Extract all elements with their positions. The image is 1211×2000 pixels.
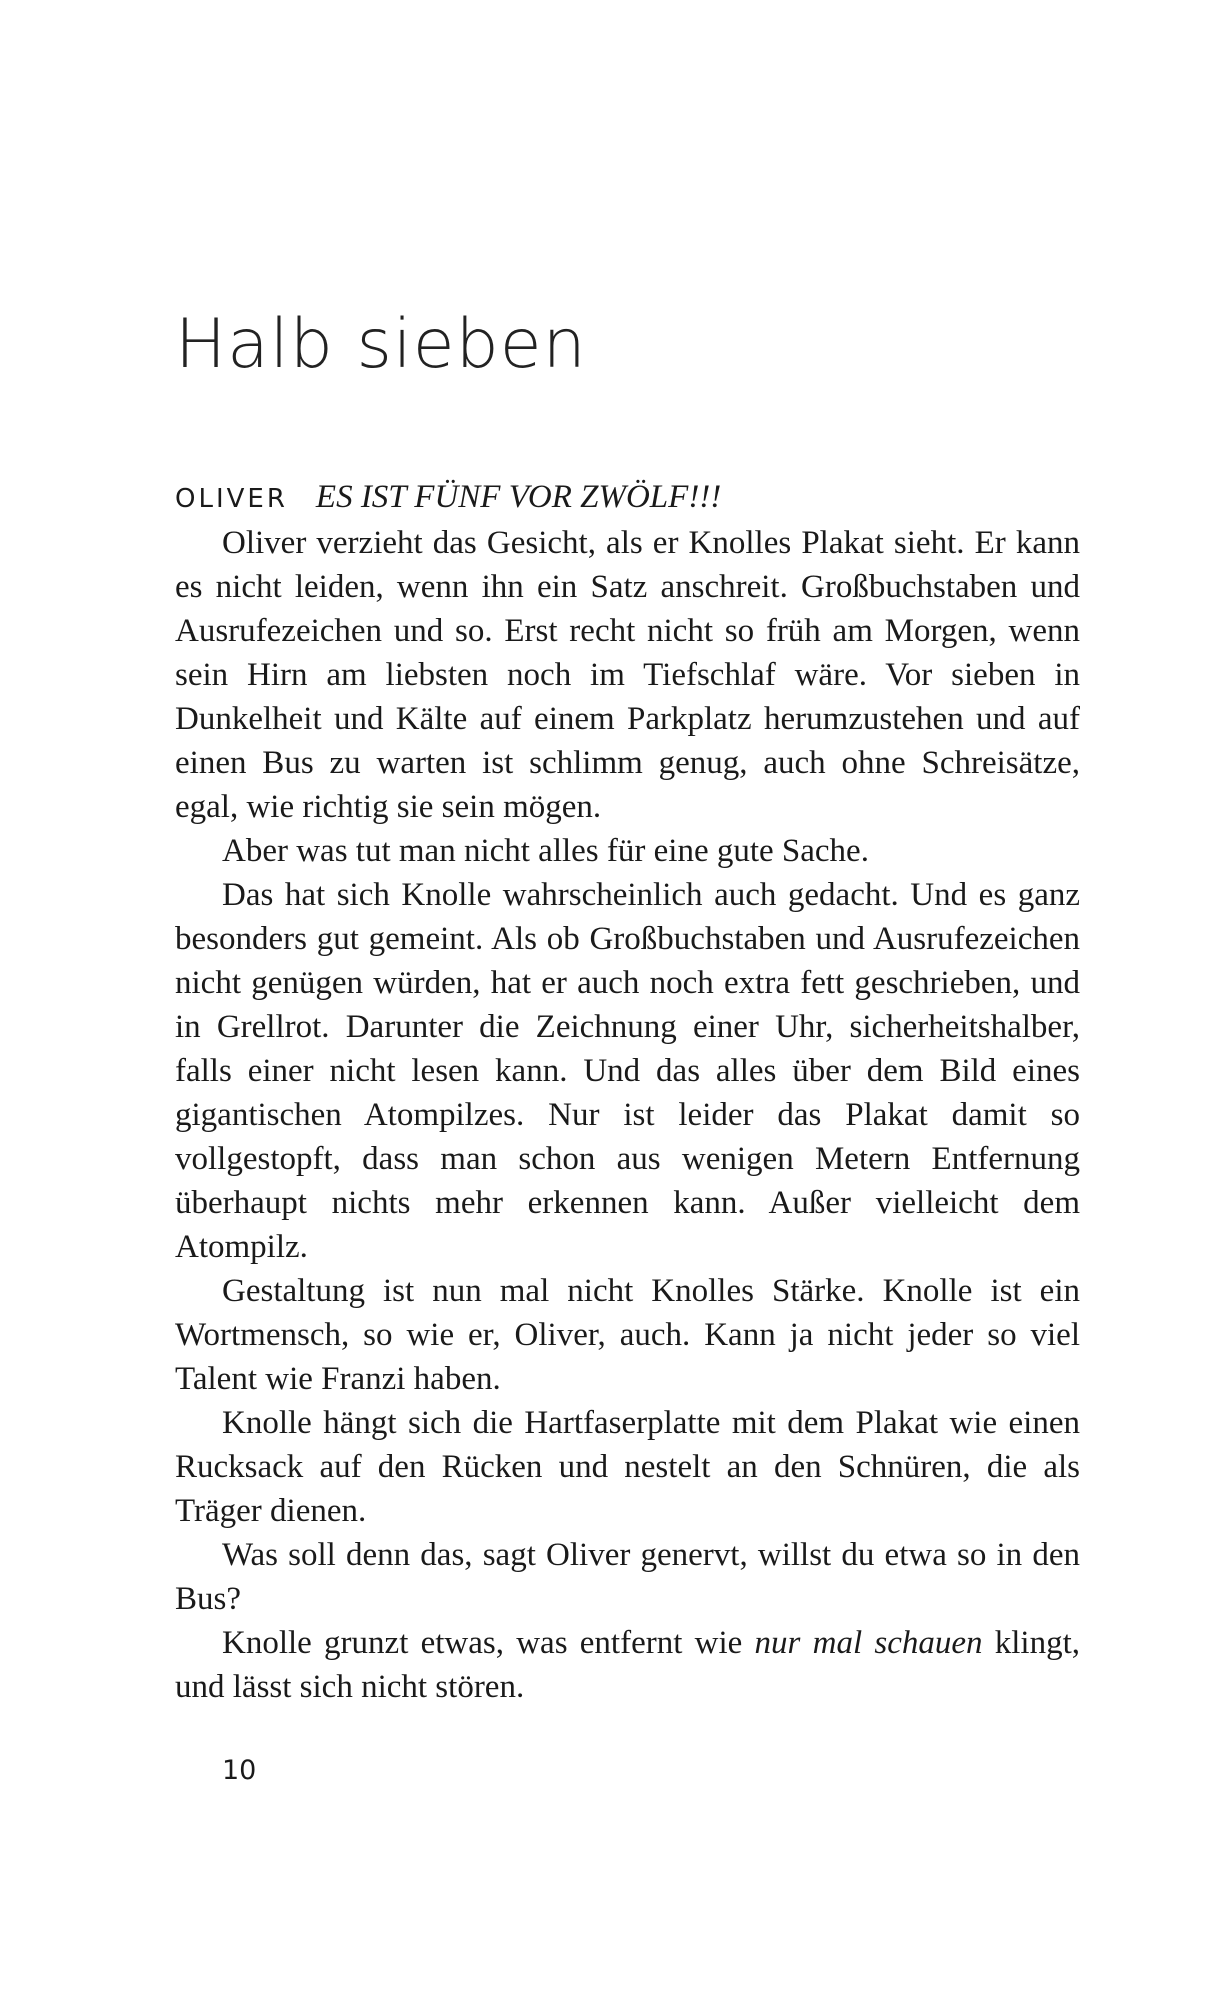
chapter-title: Halb sieben <box>175 305 587 384</box>
body-text <box>175 475 1080 1709</box>
paragraph: Knolle hängt sich die Hartfaserplatte mit dem Plakat wie einen Rucksack auf den Rücken und nestelt an den Schnüren, die als Träger dienen. <box>175 1405 1080 1529</box>
plakat-headline: ES IST FÜNF VOR ZWÖLF!!! <box>315 479 722 515</box>
page-number: 10 <box>222 1755 257 1786</box>
paragraph: Das hat sich Knolle wahrscheinlich auch gedacht. Und es ganz besonders gut gemeint. Als ob Großbuchstaben und Ausrufezeichen nicht genügen würden, hat er auch noch extra fett geschrieben, und in Grellrot. Darunter die Zeichnung einer Uhr, sicherheitshalber, falls einer nicht lesen kann. Und das alles über dem Bild eines gigantischen Atompilzes. Nur ist leider das Plakat damit so vollgestopft, dass man schon aus wenigen Metern Entfernung überhaupt nichts mehr erkennen kann. Außer vielleicht dem Atompilz. <box>175 877 1080 1265</box>
paragraph: Oliver verzieht das Gesicht, als er Knolles Plakat sieht. Er kann es nicht leiden, wenn ihn ein Satz anschreit. Großbuchstaben und Ausrufezeichen und so. Erst recht nicht so früh am Morgen, wenn sein Hirn am liebsten noch im Tiefschlaf wäre. Vor sieben in Dunkelheit und Kälte auf einem Parkplatz herumzustehen und auf einen Bus zu warten ist schlimm genug, auch ohne Schreisätze, egal, wie richtig sie sein mögen. <box>175 525 1080 825</box>
speaker-label: OLIVER <box>175 484 288 514</box>
last-text-before: Knolle grunzt etwas, was entfernt wie <box>222 1625 755 1661</box>
last-text-italic: nur mal schauen <box>754 1625 983 1661</box>
paragraph: Gestaltung ist nun mal nicht Knolles Stärke. Knolle ist ein Wortmensch, so wie er, Oliver, auch. Kann ja nicht jeder so viel Talent wie Franzi haben. <box>175 1273 1080 1397</box>
last-text-after: klingt, und lässt sich nicht stören. <box>175 1625 1080 1705</box>
paragraph-last <box>175 1621 1080 1709</box>
opening-line <box>175 475 1080 521</box>
paragraph: Was soll denn das, sagt Oliver genervt, willst du etwa so in den Bus? <box>175 1537 1080 1617</box>
paragraph: Aber was tut man nicht alles für eine gute Sache. <box>222 833 869 869</box>
